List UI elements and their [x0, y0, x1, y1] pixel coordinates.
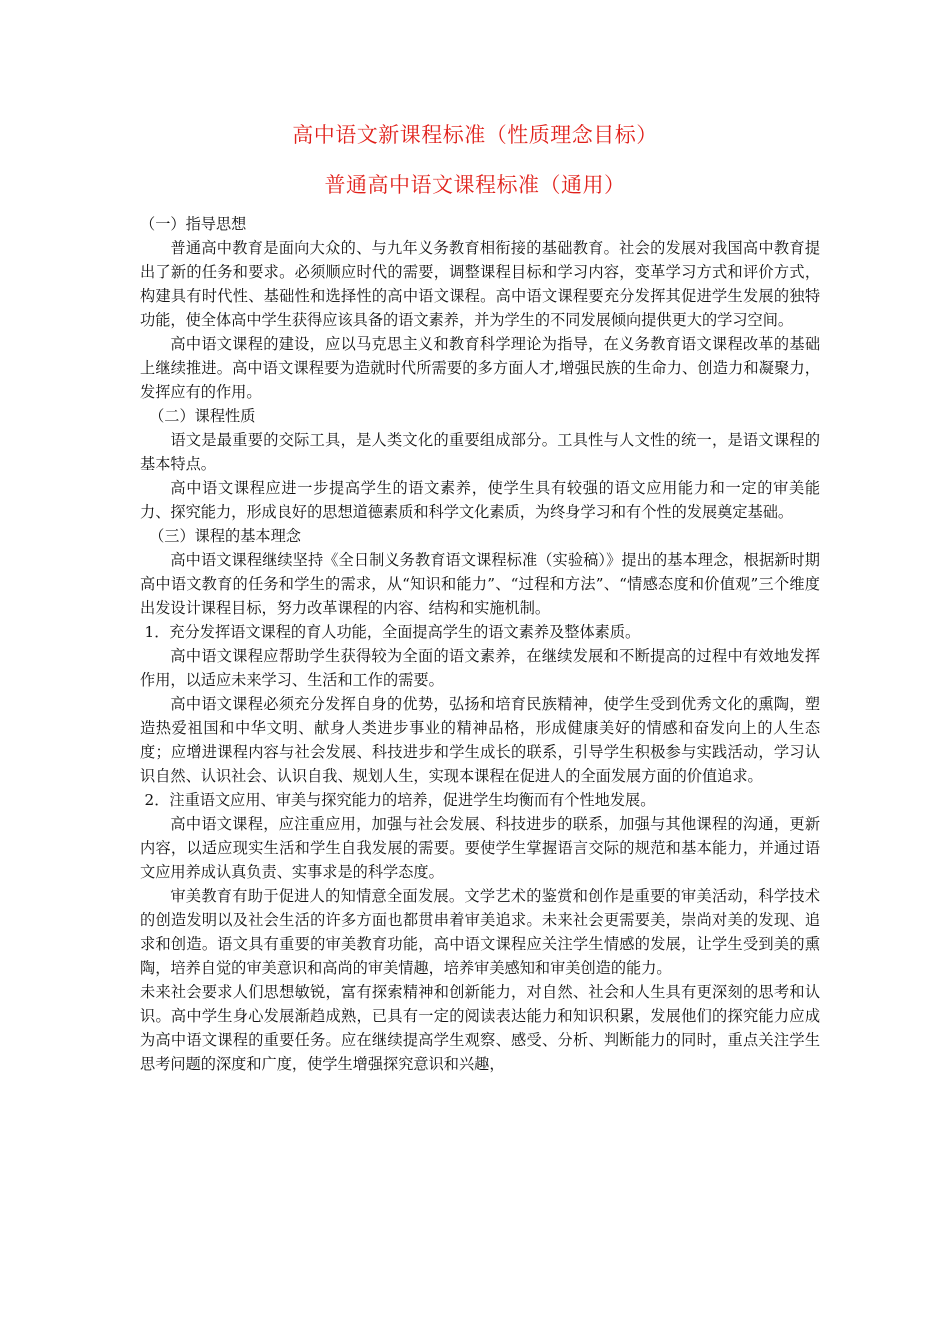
paragraph: （二）课程性质	[149, 407, 256, 425]
paragraph: 普通高中教育是面向大众的、与九年义务教育相衔接的基础教育。社会的发展对我国高中教育提出了新的任务和要求。必须顺应时代的需要，调整课程目标和学习内容，变革学习方式和评价方式，构建具有时代性、基础性和选择性的高中语文课程。高中语文课程要充分发挥其促进学生发展的独特功能，使全体高中学生获得应该具备的语文素养，并为学生的不同发展倾向提供更大的学习空间。	[140, 239, 820, 329]
document-subtitle: 普通高中语文课程标准（通用）	[324, 173, 626, 197]
paragraph: （三）课程的基本理念	[149, 527, 301, 545]
paragraph: 高中语文课程，应注重应用，加强与社会发展、科技进步的联系，加强与其他课程的沟通，更新内容，以适应现实生活和学生自我发展的需要。要使学生掌握语言交际的规范和基本能力，并通过语文应用养成认真负责、实事求是的科学态度。	[140, 815, 820, 881]
paragraph: 高中语文课程继续坚持《全日制义务教育语文课程标准（实验稿）》提出的基本理念，根据新时期高中语文教育的任务和学生的需求，从“知识和能力”、“过程和方法”、“情感态度和价值观”三个维度出发设计课程目标，努力改革课程的内容、结构和实施机制。	[140, 551, 820, 617]
paragraph: 语文是最重要的交际工具，是人类文化的重要组成部分。工具性与人文性的统一，是语文课程的基本特点。	[140, 431, 820, 473]
paragraph: 高中语文课程应进一步提高学生的语文素养，使学生具有较强的语文应用能力和一定的审美能力、探究能力，形成良好的思想道德素质和科学文化素质，为终身学习和有个性的发展奠定基础。	[140, 479, 820, 521]
paragraph: 1．充分发挥语文课程的育人功能，全面提高学生的语文素养及整体素质。	[144, 623, 641, 641]
paragraph: 高中语文课程的建设，应以马克思主义和教育科学理论为指导，在义务教育语文课程改革的基础上继续推进。高中语文课程要为造就时代所需要的多方面人才,增强民族的生命力、创造力和凝聚力，发挥应有的作用。	[140, 335, 820, 401]
paragraph: 高中语文课程必须充分发挥自身的优势，弘扬和培育民族精神，使学生受到优秀文化的熏陶，塑造热爱祖国和中华文明、献身人类进步事业的精神品格，形成健康美好的情感和奋发向上的人生态度；应增进课程内容与社会发展、科技进步和学生成长的联系，引导学生积极参与实践活动，学习认识自然、认识社会、认识自我、规划人生，实现本课程在促进人的全面发展方面的价值追求。	[140, 695, 820, 785]
paragraph: 高中语文课程应帮助学生获得较为全面的语文素养，在继续发展和不断提高的过程中有效地发挥作用，以适应未来学习、生活和工作的需要。	[140, 647, 820, 689]
paragraph: 未来社会要求人们思想敏锐，富有探索精神和创新能力，对自然、社会和人生具有更深刻的思考和认识。高中学生身心发展渐趋成熟，已具有一定的阅读表达能力和知识积累，发展他们的探究能力应成为高中语文课程的重要任务。应在继续提高学生观察、感受、分析、判断能力的同时，重点关注学生思考问题的深度和广度，使学生增强探究意识和兴趣，	[140, 983, 820, 1073]
document-title: 高中语文新课程标准（性质理念目标）	[292, 123, 658, 147]
document-body	[140, 212, 820, 1076]
paragraph: 2．注重语文应用、审美与探究能力的培养，促进学生均衡而有个性地发展。	[144, 791, 656, 809]
paragraph: （一）指导思想	[140, 215, 247, 233]
paragraph: 审美教育有助于促进人的知情意全面发展。文学艺术的鉴赏和创作是重要的审美活动，科学技术的创造发明以及社会生活的许多方面也都贯串着审美追求。未来社会更需要美，崇尚对美的发现、追求和创造。语文具有重要的审美教育功能，高中语文课程应关注学生情感的发展，让学生受到美的熏陶，培养自觉的审美意识和高尚的审美情趣，培养审美感知和审美创造的能力。	[140, 887, 820, 977]
